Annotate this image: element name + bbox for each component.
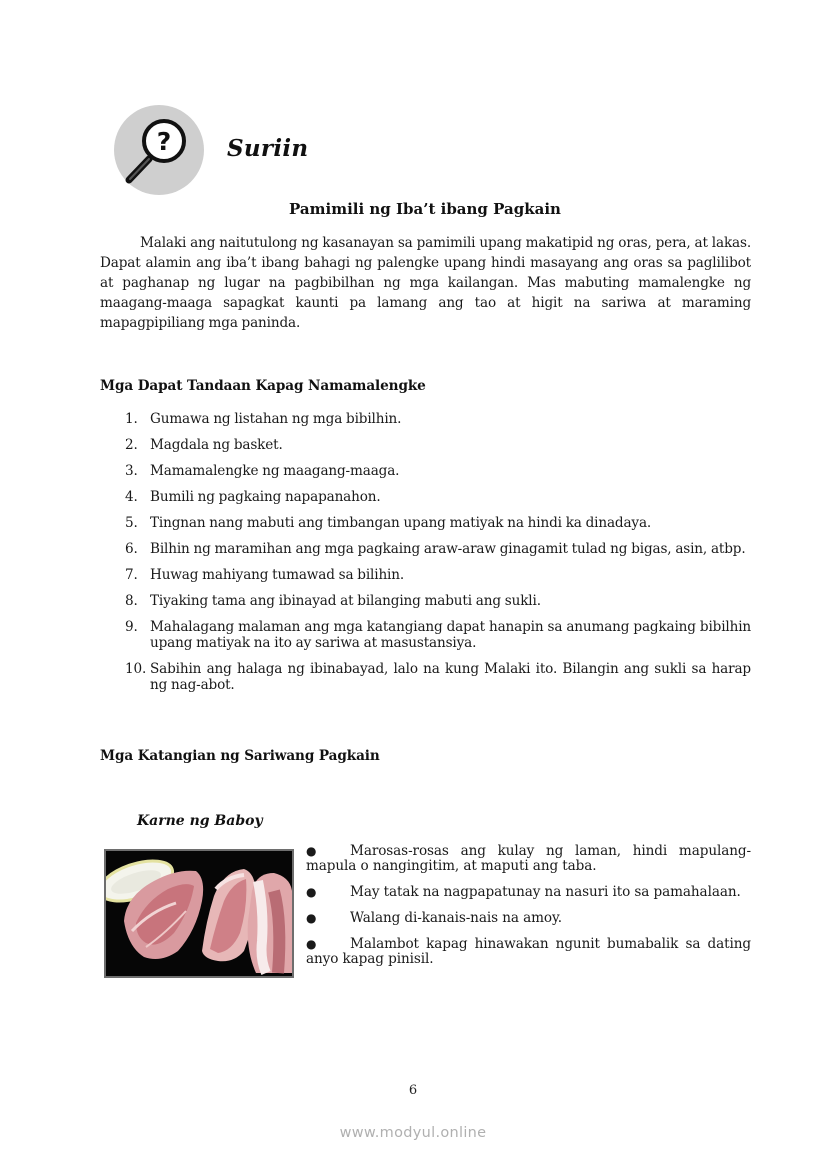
bullet-icon: ● [306,937,317,951]
pork-subheading: Karne ng Baboy [137,813,263,829]
intro-paragraph: Malaki ang naitutulong ng kasanayan sa pamimili upang makatipid ng oras, pera, at lakas. Dapat alamin ang iba’t ibang bahagi ng palengke upang hindi masayang ang oras sa paglilibot at paghanap ng lugar na pagbibilhan ng mga kailangan. Mas mabuting mamalengke ng maagang-maaga sapagkat kaunti pa lamang ang tao at higit na sariwa at maraming mapagpipiliang mga paninda. [100,235,751,331]
svg-text:?: ? [156,127,172,156]
raw-pork-image [104,849,294,978]
item-text: Malambot kapag hinawakan ngunit bumabalik sa dating anyo kapag pinisil. [306,936,751,967]
list-item [306,844,751,874]
item-text: Bumili ng pagkaing napapanahon. [150,489,381,505]
item-number: 6. [125,541,138,557]
list-item [306,911,751,926]
article-title: Pamimili ng Iba’t ibang Pagkain [289,200,561,218]
tips-list [100,411,751,703]
list-item [100,593,751,609]
item-number: 3. [125,463,138,479]
bullet-icon: ● [306,844,317,858]
item-number: 8. [125,593,138,609]
list-item [100,411,751,427]
item-number: 10. [125,661,147,677]
section-title: Suriin [227,135,309,162]
fresh-food-heading: Mga Katangian ng Sariwang Pagkain [100,748,380,764]
item-number: 5. [125,515,138,531]
list-item [100,437,751,453]
list-item [100,661,751,693]
item-text: May tatak na nagpapatunay na nasuri ito sa pamahalaan. [350,884,741,900]
list-item [100,489,751,505]
item-number: 7. [125,567,138,583]
item-number: 2. [125,437,138,453]
item-text: Bilhin ng maramihan ang mga pagkaing araw-araw ginagamit tulad ng bigas, asin, atbp. [150,541,746,557]
list-item [100,567,751,583]
list-item [306,885,751,900]
item-number: 1. [125,411,138,427]
item-text: Magdala ng basket. [150,437,283,453]
page-number: 6 [408,1083,418,1098]
item-text: Mamamalengke ng maagang-maaga. [150,463,400,479]
list-item [100,541,751,557]
item-number: 4. [125,489,138,505]
item-text: Marosas-rosas ang kulay ng laman, hindi mapulang-mapula o nangingitim, at maputi ang taba. [306,843,751,874]
item-number: 9. [125,619,138,635]
magnifier-question-icon [113,104,205,196]
list-item [306,937,751,967]
bullet-icon: ● [306,885,317,899]
list-item [100,515,751,531]
list-item [100,463,751,479]
list-item [100,619,751,651]
item-text: Sabihin ang halaga ng ibinabayad, lalo na kung Malaki ito. Bilangin ang sukli sa harap ng nag-abot. [150,661,751,693]
watermark-link[interactable]: www.modyul.online [339,1125,487,1141]
item-text: Huwag mahiyang tumawad sa bilihin. [150,567,405,583]
pork-characteristics-list [306,844,751,978]
item-text: Tiyaking tama ang ibinayad at bilanging mabuti ang sukli. [150,593,541,609]
item-text: Walang di-kanais-nais na amoy. [350,910,562,926]
item-text: Tingnan nang mabuti ang timbangan upang matiyak na hindi ka dinadaya. [150,515,652,531]
item-text: Gumawa ng listahan ng mga bibilhin. [150,411,402,427]
bullet-icon: ● [306,911,317,925]
tips-heading: Mga Dapat Tandaan Kapag Namamalengke [100,378,426,394]
item-text: Mahalagang malaman ang mga katangiang dapat hanapin sa anumang pagkaing bibilhin upang matiyak na ito ay sariwa at masustansiya. [150,619,751,651]
